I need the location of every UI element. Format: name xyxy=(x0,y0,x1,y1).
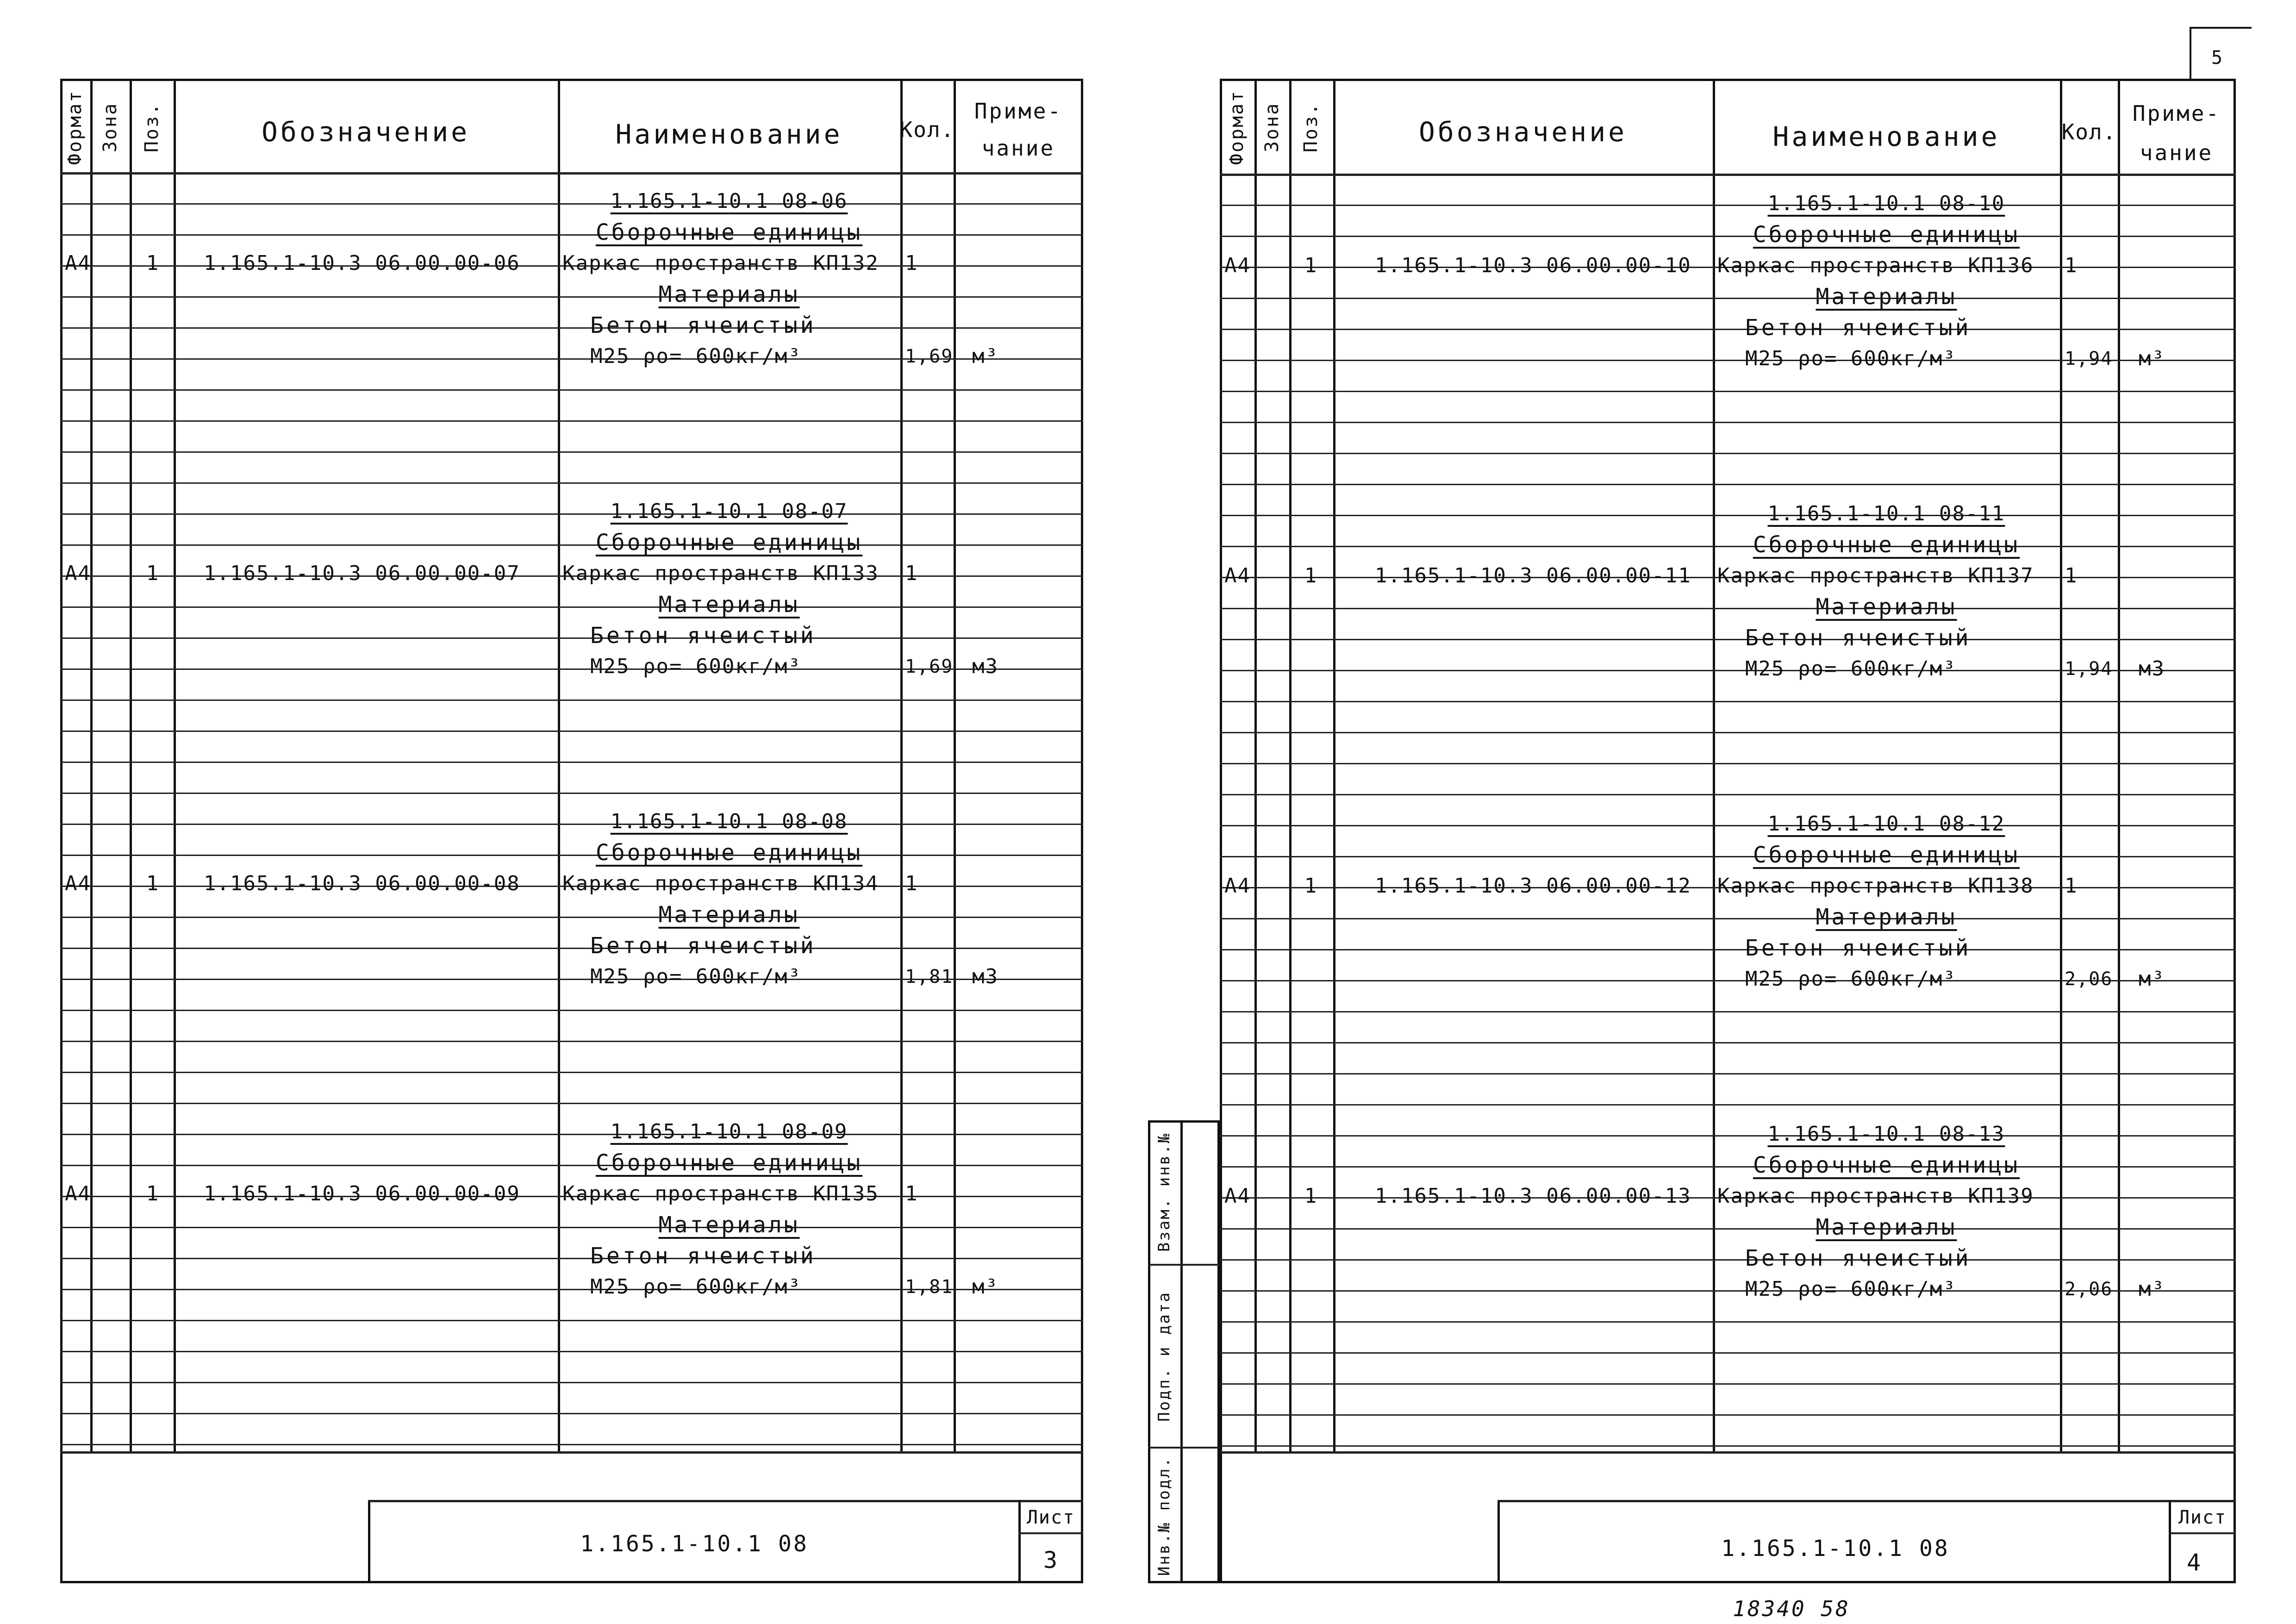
row-designation: 1.165.1-10.3 06.00.00-09 xyxy=(204,1182,520,1206)
header-note-1: Приме- xyxy=(974,99,1063,124)
header-note-2: чание xyxy=(981,136,1055,161)
group-subtitle: Сборочные единицы xyxy=(595,840,863,866)
row-line xyxy=(60,1103,1083,1104)
row-line xyxy=(60,1413,1083,1414)
row-position: 1 xyxy=(146,562,160,585)
table-bottom-rule xyxy=(60,1451,1083,1454)
material-volume: 1,94 xyxy=(2065,348,2113,369)
group-subtitle: Сборочные единицы xyxy=(1753,222,2020,248)
row-designation: 1.165.1-10.3 06.00.00-10 xyxy=(1375,254,1691,277)
material-grade: М25 ρo= 600кг/м³ xyxy=(1745,347,1956,370)
row-line xyxy=(60,1351,1083,1352)
col-divider xyxy=(1254,79,1257,1451)
sheet-number: 3 xyxy=(1043,1547,1059,1574)
title-block-rule xyxy=(2169,1532,2236,1534)
row-line xyxy=(60,1227,1083,1228)
row-designation: 1.165.1-10.3 06.00.00-12 xyxy=(1375,874,1691,898)
header-note-1: Приме- xyxy=(2132,101,2221,126)
row-line xyxy=(60,731,1083,732)
col-divider xyxy=(1289,79,1292,1451)
materials-heading: Материалы xyxy=(1816,284,1957,310)
row-line xyxy=(60,544,1083,546)
row-item-name: Каркас пространств КП138 xyxy=(1717,874,2034,898)
group-subtitle: Сборочные единицы xyxy=(595,1150,863,1176)
row-line xyxy=(1220,1135,2236,1137)
material-grade: М25 ρo= 600кг/м³ xyxy=(1745,657,1956,681)
col-divider xyxy=(2118,79,2120,1451)
group-title: 1.165.1-10.1 08-09 xyxy=(610,1120,848,1143)
row-quantity: 1 xyxy=(905,562,918,585)
row-position: 1 xyxy=(1304,1184,1318,1208)
material-grade: М25 ρo= 600кг/м³ xyxy=(590,344,801,368)
row-line xyxy=(60,1258,1083,1259)
header-designation: Обозначение xyxy=(261,116,470,148)
header-pos: Поз. xyxy=(141,102,162,153)
row-designation: 1.165.1-10.3 06.00.00-13 xyxy=(1375,1184,1691,1208)
row-quantity: 1 xyxy=(905,872,918,895)
material-volume: 1,81 xyxy=(905,966,954,987)
title-block-rule xyxy=(1497,1500,2236,1502)
row-format: А4 xyxy=(1224,874,1251,898)
title-block-rule xyxy=(1018,1532,1083,1534)
material-unit: м³ xyxy=(972,344,998,368)
row-line xyxy=(60,1041,1083,1042)
row-line xyxy=(60,482,1083,484)
row-quantity: 1 xyxy=(905,1182,918,1206)
material-name: Бетон ячеистый xyxy=(1745,625,1972,651)
material-unit: м³ xyxy=(2139,347,2165,370)
row-line xyxy=(60,203,1083,205)
header-qty: Кол. xyxy=(2061,119,2117,144)
material-name: Бетон ячеистый xyxy=(1745,1245,1972,1271)
row-line xyxy=(60,451,1083,453)
material-grade: М25 ρo= 600кг/м³ xyxy=(1745,967,1956,991)
row-line xyxy=(60,855,1083,856)
row-line xyxy=(1220,546,2236,547)
row-line xyxy=(60,1010,1083,1011)
materials-heading: Материалы xyxy=(658,281,800,307)
material-volume: 1,94 xyxy=(2065,658,2113,680)
row-line xyxy=(1220,732,2236,733)
spec-sheet-right xyxy=(1220,79,2236,1583)
group-subtitle: Сборочные единицы xyxy=(595,530,863,556)
row-line xyxy=(60,762,1083,763)
row-line xyxy=(60,1134,1083,1135)
side-stamp-rule xyxy=(1148,1447,1220,1449)
row-line xyxy=(1220,794,2236,795)
row-line xyxy=(60,700,1083,701)
row-line xyxy=(1220,639,2236,640)
material-grade: М25 ρo= 600кг/м³ xyxy=(590,965,801,988)
row-designation: 1.165.1-10.3 06.00.00-11 xyxy=(1375,564,1691,587)
material-unit: м3 xyxy=(972,655,998,678)
group-title: 1.165.1-10.1 08-10 xyxy=(1767,192,2005,215)
row-position: 1 xyxy=(146,1182,160,1206)
row-quantity: 1 xyxy=(2065,254,2078,277)
row-designation: 1.165.1-10.3 06.00.00-06 xyxy=(204,251,520,275)
group-subtitle: Сборочные единицы xyxy=(1753,1152,2020,1178)
stamp-signature-date: Подп. и дата xyxy=(1155,1291,1173,1422)
col-divider xyxy=(558,79,560,1451)
spec-sheet-left xyxy=(60,79,1083,1583)
row-line xyxy=(60,1072,1083,1073)
material-name: Бетон ячеистый xyxy=(590,623,817,649)
row-line xyxy=(1220,918,2236,919)
row-position: 1 xyxy=(1304,874,1318,898)
row-format: А4 xyxy=(1224,1184,1251,1208)
row-line xyxy=(1220,1352,2236,1354)
row-line xyxy=(1220,1104,2236,1106)
row-quantity: 1 xyxy=(905,251,918,275)
row-line xyxy=(60,296,1083,298)
row-line xyxy=(1220,1042,2236,1043)
material-volume: 1,69 xyxy=(905,346,954,367)
page-number: 5 xyxy=(2211,47,2224,69)
header-note-2: чание xyxy=(2140,140,2214,165)
group-title: 1.165.1-10.1 08-08 xyxy=(610,810,848,833)
row-item-name: Каркас пространств КП137 xyxy=(1717,564,2034,587)
row-line xyxy=(1220,453,2236,454)
sheet-number: 4 xyxy=(2186,1549,2202,1576)
row-format: А4 xyxy=(65,251,91,275)
sheet-label: Лист xyxy=(1026,1507,1075,1528)
row-line xyxy=(1220,1073,2236,1074)
row-line xyxy=(1220,825,2236,826)
row-item-name: Каркас пространств КП132 xyxy=(562,251,879,275)
row-line xyxy=(1220,763,2236,764)
header-name: Наименование xyxy=(1772,121,2000,152)
col-divider xyxy=(1333,79,1335,1451)
row-quantity: 1 xyxy=(2065,564,2078,587)
document-code: 1.165.1-10.1 08 xyxy=(1721,1536,1950,1562)
group-title: 1.165.1-10.1 08-13 xyxy=(1767,1122,2005,1146)
row-line xyxy=(1220,484,2236,485)
side-stamp-rule xyxy=(1148,1264,1220,1266)
header-rule xyxy=(60,172,1083,175)
row-line xyxy=(1220,1414,2236,1416)
row-format: А4 xyxy=(65,872,91,895)
material-unit: м³ xyxy=(2139,967,2165,991)
title-block-divider xyxy=(1018,1500,1021,1583)
title-block-divider xyxy=(368,1500,370,1583)
row-line xyxy=(1220,391,2236,392)
side-stamp-divider xyxy=(1180,1120,1183,1583)
document-code: 1.165.1-10.1 08 xyxy=(580,1531,809,1557)
material-volume: 1,81 xyxy=(905,1276,954,1298)
material-name: Бетон ячеистый xyxy=(590,312,817,338)
row-line xyxy=(60,793,1083,794)
col-divider xyxy=(174,79,176,1451)
material-unit: м³ xyxy=(972,1275,998,1299)
group-title: 1.165.1-10.1 08-06 xyxy=(610,189,848,213)
materials-heading: Материалы xyxy=(1816,1214,1957,1240)
row-line xyxy=(60,389,1083,391)
table-bottom-rule xyxy=(1220,1451,2236,1454)
header-designation: Обозначение xyxy=(1418,116,1628,148)
group-title: 1.165.1-10.1 08-12 xyxy=(1767,812,2005,836)
header-zone: Зона xyxy=(100,102,121,153)
col-divider xyxy=(90,79,93,1451)
title-block-rule xyxy=(368,1500,1083,1502)
row-designation: 1.165.1-10.3 06.00.00-07 xyxy=(204,562,520,585)
row-line xyxy=(1220,515,2236,516)
row-line xyxy=(1220,1011,2236,1012)
materials-heading: Материалы xyxy=(1816,904,1957,930)
row-line xyxy=(60,327,1083,329)
material-volume: 2,06 xyxy=(2065,1279,2113,1300)
row-line xyxy=(1220,298,2236,299)
sheet-label: Лист xyxy=(2178,1507,2227,1528)
row-line xyxy=(60,1165,1083,1166)
row-line xyxy=(60,1382,1083,1383)
row-format: А4 xyxy=(1224,254,1251,277)
materials-heading: Материалы xyxy=(658,902,800,928)
header-name: Наименование xyxy=(615,119,843,150)
group-subtitle: Сборочные единицы xyxy=(1753,532,2020,558)
row-line xyxy=(1220,701,2236,702)
row-line xyxy=(60,1320,1083,1321)
row-line xyxy=(1220,205,2236,206)
row-line xyxy=(1220,856,2236,857)
row-format: А4 xyxy=(65,1182,91,1206)
row-line xyxy=(1220,1228,2236,1230)
row-line xyxy=(60,917,1083,918)
material-unit: м3 xyxy=(972,965,998,988)
row-quantity: 1 xyxy=(2065,874,2078,898)
materials-heading: Материалы xyxy=(658,1212,800,1238)
col-divider xyxy=(900,79,903,1451)
header-rule xyxy=(1220,174,2236,176)
col-divider xyxy=(1713,79,1715,1451)
row-line xyxy=(1220,1445,2236,1447)
material-grade: М25 ρo= 600кг/м³ xyxy=(1745,1277,1956,1301)
row-designation: 1.165.1-10.3 06.00.00-08 xyxy=(204,872,520,895)
row-line xyxy=(1220,236,2236,237)
material-name: Бетон ячеистый xyxy=(1745,935,1972,961)
row-line xyxy=(1220,1383,2236,1385)
header-format: Формат xyxy=(64,89,86,165)
material-name: Бетон ячеистый xyxy=(590,1243,817,1269)
row-position: 1 xyxy=(1304,254,1318,277)
row-line xyxy=(60,824,1083,825)
row-position: 1 xyxy=(1304,564,1318,587)
stamp-replacement-inventory: Взам. инв.№ xyxy=(1155,1132,1173,1252)
materials-heading: Материалы xyxy=(1816,594,1957,620)
material-name: Бетон ячеистый xyxy=(590,933,817,959)
row-line xyxy=(60,948,1083,949)
row-item-name: Каркас пространств КП133 xyxy=(562,562,879,585)
row-format: А4 xyxy=(65,562,91,585)
row-position: 1 xyxy=(146,251,160,275)
row-line xyxy=(60,420,1083,422)
group-subtitle: Сборочные единицы xyxy=(595,219,863,245)
col-divider xyxy=(2060,79,2062,1451)
row-item-name: Каркас пространств КП139 xyxy=(1717,1184,2034,1208)
row-line xyxy=(60,606,1083,608)
row-item-name: Каркас пространств КП135 xyxy=(562,1182,879,1206)
header-zone: Зона xyxy=(1261,102,1283,153)
row-line xyxy=(60,513,1083,515)
header-pos: Поз. xyxy=(1300,102,1322,153)
row-line xyxy=(1220,949,2236,950)
row-item-name: Каркас пространств КП134 xyxy=(562,872,879,895)
stamp-inventory-original: Инв.№ подл. xyxy=(1155,1456,1173,1576)
row-line xyxy=(1220,1166,2236,1168)
title-block-divider xyxy=(1497,1500,1500,1583)
row-line xyxy=(1220,329,2236,330)
col-divider xyxy=(130,79,132,1451)
title-block-divider xyxy=(2169,1500,2171,1583)
group-subtitle: Сборочные единицы xyxy=(1753,842,2020,868)
row-item-name: Каркас пространств КП136 xyxy=(1717,254,2034,277)
row-line xyxy=(1220,1259,2236,1261)
col-divider xyxy=(954,79,956,1451)
row-line xyxy=(60,234,1083,236)
row-position: 1 xyxy=(146,872,160,895)
material-volume: 2,06 xyxy=(2065,968,2113,990)
material-name: Бетон ячеистый xyxy=(1745,315,1972,341)
group-title: 1.165.1-10.1 08-11 xyxy=(1767,502,2005,525)
row-line xyxy=(1220,608,2236,609)
row-line xyxy=(60,1444,1083,1445)
row-line xyxy=(60,637,1083,639)
materials-heading: Материалы xyxy=(658,592,800,618)
material-grade: М25 ρo= 600кг/м³ xyxy=(590,655,801,678)
material-unit: м3 xyxy=(2139,657,2165,681)
row-line xyxy=(1220,1321,2236,1323)
header-qty: Кол. xyxy=(899,117,955,142)
row-format: А4 xyxy=(1224,564,1251,587)
group-title: 1.165.1-10.1 08-07 xyxy=(610,500,848,523)
header-format: Формат xyxy=(1226,89,1248,165)
material-unit: м³ xyxy=(2139,1277,2165,1301)
material-volume: 1,69 xyxy=(905,656,954,677)
row-line xyxy=(1220,422,2236,423)
footer-note: 18340 58 xyxy=(1733,1596,1850,1621)
material-grade: М25 ρo= 600кг/м³ xyxy=(590,1275,801,1299)
